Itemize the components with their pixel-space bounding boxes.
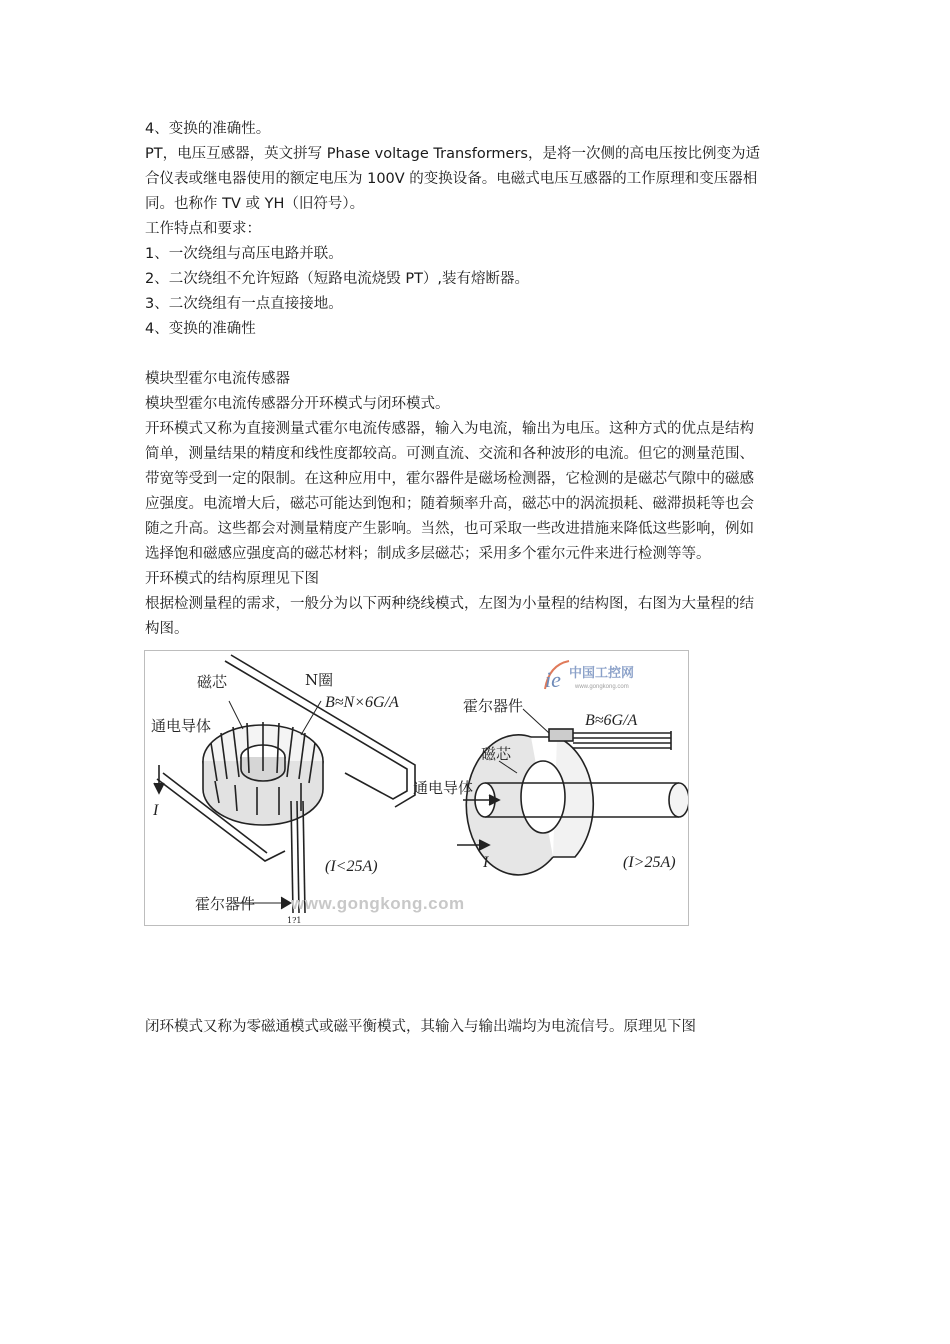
right-current-symbol: I — [483, 854, 489, 871]
paragraph-line: 合仪表或继电器使用的额定电压为 100V 的变换设备。电磁式电压互感器的工作原理和变压器相 — [145, 171, 758, 187]
paragraph-line: 开环模式的结构原理见下图 — [145, 571, 319, 587]
paragraph-line: 工作特点和要求： — [145, 221, 261, 237]
left-pin-label: 1?1 — [287, 916, 302, 925]
right-diagram — [457, 709, 688, 875]
paragraph-line: PT，电压互感器，英文拼写 Phase voltage Transformers，是将一次侧的高电压按比例变为适 — [145, 146, 760, 162]
paragraph-line: 简单，测量结果的精度和线性度都较高。可测直流、交流和各种波形的电流。但它的测量范围、 — [145, 446, 754, 462]
paragraph-line: 应强度。电流增大后，磁芯可能达到饱和；随着频率升高，磁芯中的涡流损耗、磁滞损耗等也会 — [145, 496, 754, 512]
paragraph-line: 根据检测量程的需求，一般分为以下两种绕线模式，左图为小量程的结构图，右图为大量程的结 — [145, 596, 754, 612]
list-item: 3、二次绕组有一点直接接地。 — [145, 296, 343, 312]
right-hall-label: 霍尔器件 — [463, 697, 524, 715]
paragraph-line: 模块型霍尔电流传感器分开环模式与闭环模式。 — [145, 396, 450, 412]
paragraph-line: 开环模式又称为直接测量式霍尔电流传感器，输入为电流，输出为电压。这种方式的优点是结构 — [145, 421, 754, 437]
left-conductor-label: 通电导体 — [151, 717, 212, 735]
gongkong-logo — [545, 661, 634, 692]
paragraph-line: 闭环模式又称为零磁通模式或磁平衡模式，其输入与输出端均为电流信号。原理见下图 — [145, 1019, 696, 1035]
paragraph-line: 构图。 — [145, 621, 189, 637]
right-conductor-label: 通电导体 — [413, 779, 474, 797]
paragraph-line: 选择饱和磁感应强度高的磁芯材料；制成多层磁芯；采用多个霍尔元件来进行检测等等。 — [145, 546, 711, 562]
left-core-label: 磁芯 — [197, 673, 228, 691]
left-current-symbol: I — [153, 802, 159, 819]
watermark: www.gongkong.com — [291, 894, 465, 913]
hall-sensor-diagram — [145, 651, 688, 925]
paragraph-line: 带宽等受到一定的限制。在这种应用中，霍尔器件是磁场检测器，它检测的是磁芯气隙中的磁感 — [145, 471, 754, 487]
right-core-label: 磁芯 — [481, 745, 512, 763]
paragraph-line: 同。也称作 TV 或 YH（旧符号）。 — [145, 196, 365, 212]
list-item: 1、一次绕组与高压电路并联。 — [145, 246, 343, 262]
list-item: 4、变换的准确性 — [145, 321, 256, 337]
logo-text: 中国工控网 — [569, 666, 635, 681]
left-hall-label: 霍尔器件 — [195, 895, 256, 913]
logo-url: www.gongkong.com — [575, 684, 629, 690]
left-formula: B≈N×6G/A — [325, 694, 399, 711]
list-item: 2、二次绕组不允许短路（短路电流烧毁 PT）,装有熔断器。 — [145, 271, 530, 287]
section-heading: 模块型霍尔电流传感器 — [145, 371, 290, 387]
right-range-label: (I>25A) — [623, 854, 676, 871]
left-range-label: (I<25A) — [325, 858, 378, 875]
hall-sensor-figure — [144, 650, 689, 926]
right-formula: B≈6G/A — [585, 712, 638, 729]
left-coil-label: N圈 — [305, 671, 334, 689]
paragraph-line: 随之升高。这些都会对测量精度产生影响。当然，也可采取一些改进措施来降低这些影响，例如 — [145, 521, 754, 537]
paragraph-line: 4、变换的准确性。 — [145, 121, 271, 137]
logo-icon: ie — [545, 667, 561, 692]
